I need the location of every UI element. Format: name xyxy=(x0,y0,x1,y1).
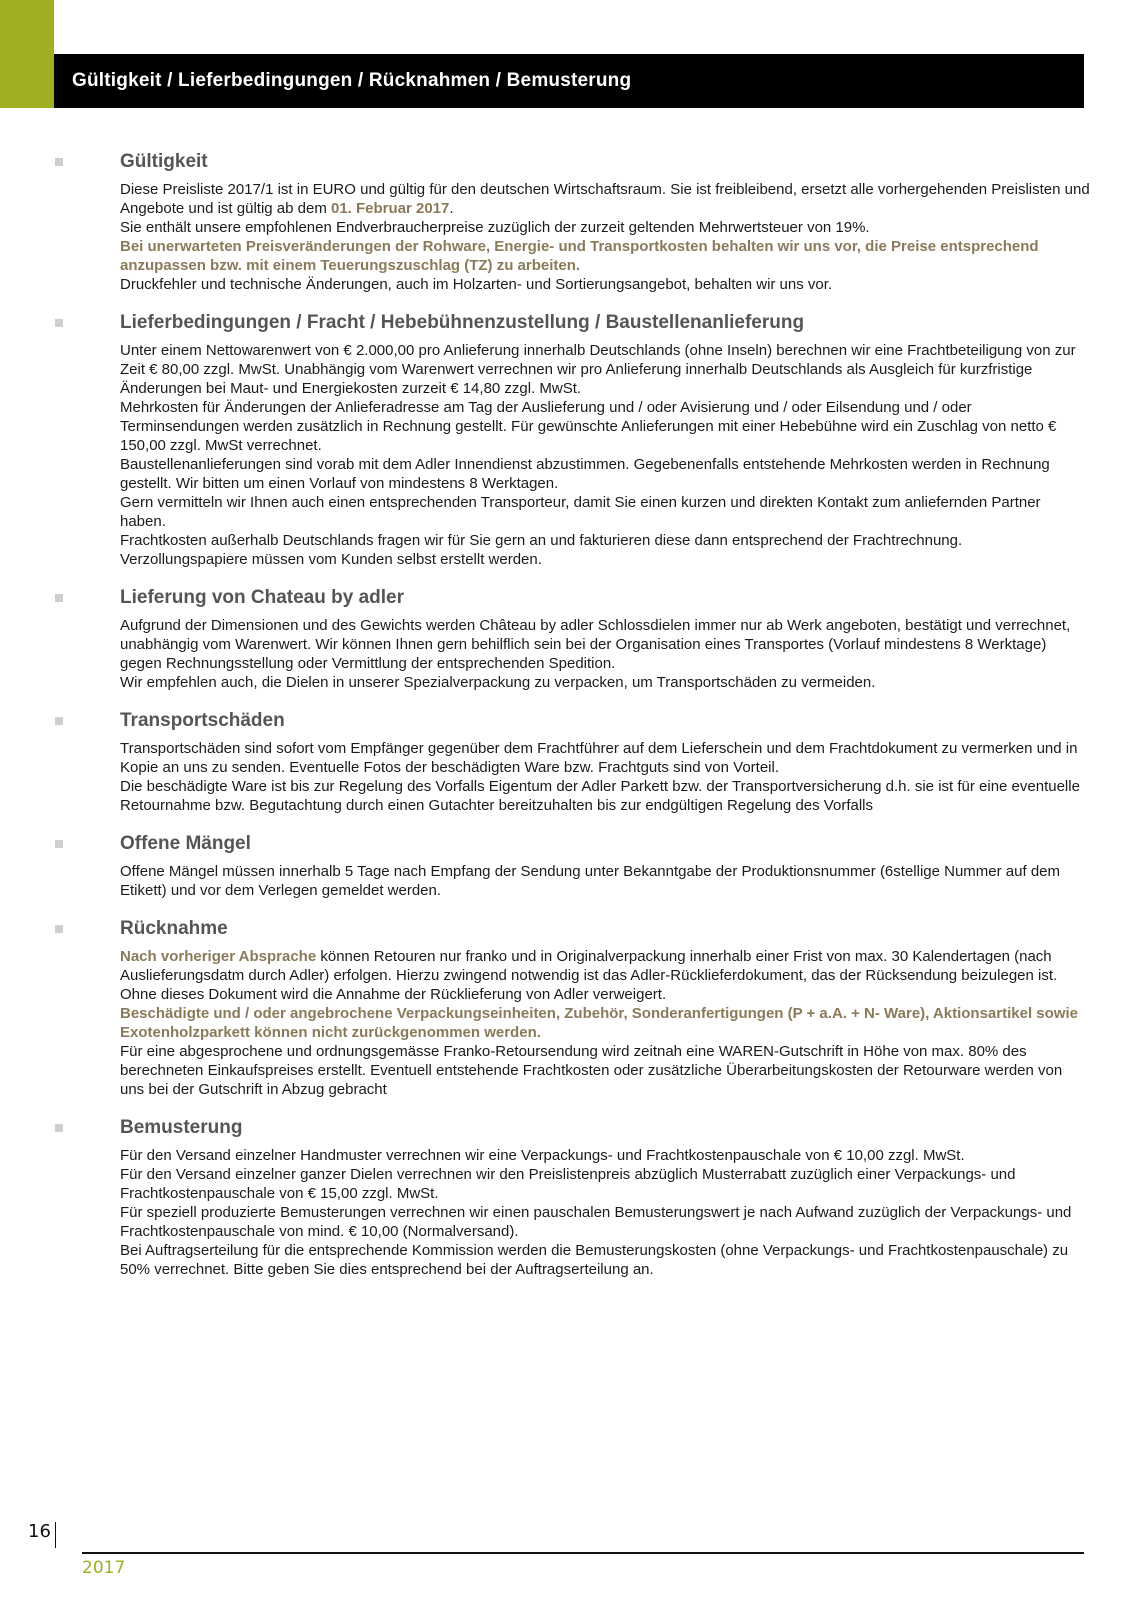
bullet-square-icon xyxy=(55,925,63,933)
section-bemusterung xyxy=(0,1116,1132,1279)
accent-bar xyxy=(0,0,54,108)
section-title: Rücknahme xyxy=(120,918,228,939)
paragraph: Sie enthält unsere empfohlenen Endverbraucherpreise zuzüglich der zurzeit geltenden Mehrwertsteuer von 19%. xyxy=(120,219,870,236)
section-offene-maengel xyxy=(0,832,1132,900)
section-title: Gültigkeit xyxy=(120,151,208,172)
paragraph: Aufgrund der Dimensionen und des Gewichts werden Château by adler Schlossdielen immer nur ab Werk angeboten, bestätigt und verrechnet, unabhängig vom Warenwert. Wir können Ihnen gern behilflich sein bei der Organisation eines Transportes (Vorlauf mindestens 8 Werktage) gegen Rechnungsstellung oder Vermittlung der entsprechenden Spedition. xyxy=(120,617,1071,672)
paragraph: Transportschäden sind sofort vom Empfänger gegenüber dem Frachtführer auf dem Lieferschein und dem Frachtdokument zu vermerken und in Kopie an uns zu senden. Eventuelle Fotos der beschädigten Ware bzw. Frachtguts sind von Vorteil. xyxy=(120,740,1078,776)
footer-divider-vertical xyxy=(55,1522,56,1548)
bullet-square-icon xyxy=(55,717,63,725)
text-span: können Retouren nur franko und in Originalverpackung innerhalb einer Frist von max. 30 Kalendertagen (nach Auslieferungsdatm durch Adler) erfolgen. Hierzu zwingend notwendig ist das Adler-Rücklieferdokument, das der Rücksendung beizulegen ist. Ohne dieses Dokument wird die Annahme der Rücklieferung von Adler verweigert. xyxy=(120,948,1058,1003)
footer-divider-horizontal xyxy=(82,1552,1084,1554)
paragraph xyxy=(120,947,1090,1004)
paragraph: Für eine abgesprochene und ordnungsgemässe Franko-Retoursendung wird zeitnah eine WAREN-Gutschrift in Höhe von max. 80% des berechneten Einkaufspreises erstellt. Eventuell entstehende Frachtkosten oder zusätzliche Überarbeitungskosten der Retourware werden von uns bei der Gutschrift in Abzug gebracht xyxy=(120,1043,1063,1098)
paragraph: Unter einem Nettowarenwert von € 2.000,00 pro Anlieferung innerhalb Deutschlands (ohne Inseln) berechnen wir eine Frachtbeteiligung von zur Zeit € 80,00 zzgl. MwSt. Unabhängig vom Warenwert verrechnen wir pro Anlieferung innerhalb Deutschlands als Ausgleich für kurzfristige Änderungen bei Maut- und Energiekosten zurzeit € 14,80 zzgl. MwSt. xyxy=(120,342,1076,397)
paragraph: Mehrkosten für Änderungen der Anlieferadresse am Tag der Auslieferung und / oder Avisierung und / oder Eilsendung und / oder Terminsendungen werden zusätzlich in Rechnung gestellt. Für gewünschte Anlieferungen mit einer Hebebühne wird ein Zuschlag von netto € 150,00 zzgl. MwSt verrechnet. xyxy=(120,399,1057,454)
page-header xyxy=(54,54,1084,108)
paragraph: Druckfehler und technische Änderungen, auch im Holzarten- und Sortierungsangebot, behalten wir uns vor. xyxy=(120,276,833,293)
section-lieferbedingungen xyxy=(0,311,1132,569)
section-title: Lieferung von Chateau by adler xyxy=(120,587,404,608)
section-body xyxy=(120,739,1090,815)
section-title: Lieferbedingungen / Fracht / Hebebühnenzustellung / Baustellenanlieferung xyxy=(120,312,805,333)
highlight-date: 01. Februar 2017 xyxy=(330,200,450,217)
paragraph: Gern vermitteln wir Ihnen auch einen entsprechenden Transporteur, damit Sie einen kurzen und direkten Kontakt zum anliefernden Partner haben. xyxy=(120,494,1041,530)
paragraph: Frachtkosten außerhalb Deutschlands fragen wir für Sie gern an und fakturieren diese dann entsprechend der Frachtrechnung. Verzollungspapiere müssen vom Kunden selbst erstellt werden. xyxy=(120,532,963,568)
footer-year: 2017 xyxy=(82,1558,126,1578)
section-title: Bemusterung xyxy=(120,1117,243,1138)
section-gueltigkeit xyxy=(0,150,1132,294)
bullet-square-icon xyxy=(55,1124,63,1132)
paragraph: Für den Versand einzelner Handmuster verrechnen wir eine Verpackungs- und Frachtkostenpauschale von € 10,00 zzgl. MwSt. xyxy=(120,1147,965,1164)
page-title: Gültigkeit / Lieferbedingungen / Rücknahmen / Bemusterung xyxy=(72,70,632,91)
highlight-paragraph: Beschädigte und / oder angebrochene Verpackungseinheiten, Zubehör, Sonderanfertigungen (P + a.A. + N- Ware), Aktionsartikel sowie Exotenholzparkett können nicht zurückgenommen werden. xyxy=(120,1005,1078,1041)
paragraph: Die beschädigte Ware ist bis zur Regelung des Vorfalls Eigentum der Adler Parkett bzw. der Transportversicherung d.h. sie ist für eine eventuelle Retournahme bzw. Begutachtung durch einen Gutachter bereitzuhalten bis zur endgültigen Regelung des Vorfalls xyxy=(120,778,1080,814)
paragraph: Bei Auftragserteilung für die entsprechende Kommission werden die Bemusterungskosten (ohne Verpackungs- und Frachtkostenpauschale) zu 50% verrechnet. Bitte geben Sie dies entsprechend bei der Auftragserteilung an. xyxy=(120,1242,1069,1278)
text-span: . xyxy=(449,200,454,217)
section-ruecknahme xyxy=(0,917,1132,1099)
paragraph: Baustellenanlieferungen sind vorab mit dem Adler Innendienst abzustimmen. Gegebenenfalls entstehende Mehrkosten werden in Rechnung gestellt. Wir bitten um einen Vorlauf von mindestens 8 Werktagen. xyxy=(120,456,1050,492)
section-chateau xyxy=(0,586,1132,692)
bullet-square-icon xyxy=(55,319,63,327)
paragraph: Für speziell produzierte Bemusterungen verrechnen wir einen pauschalen Bemusterungswert je nach Aufwand zuzüglich der Verpackungs- und Frachtkostenpauschale von mind. € 10,00 (Normalversand). xyxy=(120,1204,1072,1240)
section-transportschaeden xyxy=(0,709,1132,815)
highlight-paragraph: Bei unerwarteten Preisveränderungen der Rohware, Energie- und Transportkosten behalten wir uns vor, die Preise entsprechend anzupassen bzw. mit einem Teuerungszuschlag (TZ) zu arbeiten. xyxy=(120,238,1039,274)
text-span: Diese Preisliste 2017/1 ist in EURO und gültig für den deutschen Wirtschaftsraum. Sie ist freibleibend, ersetzt alle vorhergehenden Preislisten und Angebote und ist gültig ab dem xyxy=(120,181,1090,217)
section-body xyxy=(120,341,1090,569)
bullet-square-icon xyxy=(55,158,63,166)
bullet-square-icon xyxy=(55,594,63,602)
paragraph: Offene Mängel müssen innerhalb 5 Tage nach Empfang der Sendung unter Bekanntgabe der Produktionsnummer (6stellige Nummer auf dem Etikett) und vor dem Verlegen gemeldet werden. xyxy=(120,863,1061,899)
section-body xyxy=(120,180,1090,294)
highlight-text: Nach vorheriger Absprache xyxy=(120,948,317,965)
section-body xyxy=(120,1146,1090,1279)
section-body xyxy=(120,947,1090,1099)
section-body xyxy=(120,616,1090,692)
section-title: Offene Mängel xyxy=(120,833,251,854)
paragraph: Für den Versand einzelner ganzer Dielen verrechnen wir den Preislistenpreis abzüglich Musterrabatt zuzüglich einer Verpackungs- und Frachtkostenpauschale von € 15,00 zzgl. MwSt. xyxy=(120,1166,1016,1202)
bullet-square-icon xyxy=(55,840,63,848)
paragraph: Wir empfehlen auch, die Dielen in unserer Spezialverpackung zu verpacken, um Transportschäden zu vermeiden. xyxy=(120,674,876,691)
section-title: Transportschäden xyxy=(120,710,285,731)
content xyxy=(0,150,1132,1296)
section-body xyxy=(120,862,1090,900)
paragraph xyxy=(120,180,1090,218)
page-number: 16 xyxy=(28,1521,51,1542)
